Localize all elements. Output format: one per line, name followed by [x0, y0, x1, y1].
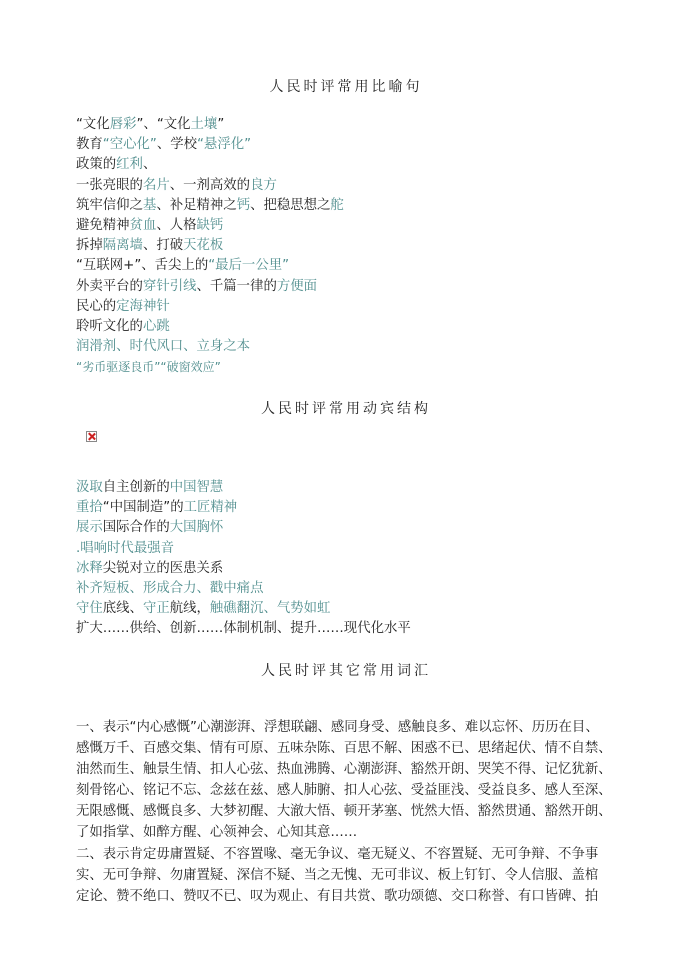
phrase-line: [76, 176, 676, 196]
phrase-line: [76, 317, 676, 337]
phrase-text: “文化: [76, 117, 110, 132]
phrase-text: “互联网+”、舌尖上的: [76, 258, 209, 274]
highlighted-phrase: 展示: [76, 520, 103, 536]
highlighted-phrase: 缺钙: [196, 217, 224, 233]
highlighted-phrase: 土壤: [190, 117, 218, 132]
paragraph-line: 一、表示“内心感慨”心潮澎湃、浮想联翩、感同身受、感触良多、难以忘怀、历历在目、: [76, 720, 599, 735]
highlighted-phrase: “悬浮化”: [197, 137, 252, 153]
highlighted-phrase: “劣币驱逐良币”“破窗效应”: [76, 360, 221, 375]
highlighted-phrase: 润滑剂、时代风口、立身之本: [76, 339, 251, 355]
highlighted-phrase: 重拾: [76, 500, 103, 516]
paragraph-line: 定论、赞不绝口、赞叹不已、叹为观止、有目共赏、歌功颂德、交口称誉、有口皆碑、拍: [76, 888, 599, 904]
highlighted-phrase: .唱响时代最强音: [76, 540, 174, 556]
paragraph-line: 油然而生、触景生情、扣人心弦、热血沸腾、心潮澎湃、豁然开朗、哭笑不得、记忆犹新、: [76, 762, 612, 778]
phrase-text: ”: [217, 117, 225, 132]
highlighted-phrase: 汲取: [76, 480, 103, 495]
highlighted-phrase: 唇彩: [109, 117, 137, 132]
phrase-text: 国际合作的: [102, 520, 170, 536]
highlighted-phrase: 中国智慧: [169, 480, 224, 495]
highlighted-phrase: 隔离墙: [102, 238, 143, 254]
phrase-line: [76, 619, 676, 639]
phrase-text: 政策的: [76, 157, 117, 173]
phrase-line: [76, 277, 676, 297]
phrase-line: [76, 155, 676, 175]
phrase-text: 民心的: [76, 298, 117, 314]
phrase-line: [76, 135, 676, 155]
highlighted-phrase: 名片: [142, 177, 170, 193]
phrase-line: [76, 498, 676, 518]
highlighted-phrase: 大国胸怀: [169, 520, 224, 536]
phrase-text: 、学校: [156, 137, 197, 153]
highlighted-phrase: 工匠精神: [183, 500, 238, 516]
phrase-text: 自主创新的: [102, 480, 170, 495]
phrase-text: 教育: [76, 137, 103, 153]
phrase-text: 底线、: [102, 601, 143, 617]
highlighted-phrase: 定海神针: [116, 298, 170, 314]
highlighted-phrase: 冰释: [76, 560, 103, 576]
broken-image-icon: [86, 431, 97, 442]
highlighted-phrase: 基: [142, 197, 157, 213]
metaphor-list: [76, 115, 676, 377]
phrase-text: 筑牢信仰之: [76, 197, 143, 213]
verb-object-list: [76, 478, 676, 640]
phrase-line: [76, 518, 676, 538]
highlighted-phrase: 钙: [236, 197, 251, 213]
phrase-line: [76, 478, 676, 498]
highlighted-phrase: 穿针引线: [142, 278, 197, 294]
phrase-line: [76, 559, 676, 579]
highlighted-phrase: 贫血: [129, 217, 157, 233]
paragraph-line: 二、表示肯定毋庸置疑、不容置喙、毫无争议、毫无疑义、不容置疑、无可争辩、不争事: [76, 846, 599, 862]
phrase-line: [76, 115, 676, 135]
phrase-line: [76, 236, 676, 256]
phrase-line: [76, 297, 676, 317]
highlighted-phrase: “最后一公里”: [208, 258, 290, 274]
phrase-line: [76, 579, 676, 599]
phrase-line: [76, 256, 676, 276]
phrase-line: [76, 539, 676, 559]
paragraph-line: 刻骨铭心、铭记不忘、念兹在兹、感人肺腑、扣人心弦、受益匪浅、受益良多、感人至深、: [76, 783, 612, 799]
heading-metaphors: 人民时评常用比喻句: [269, 79, 423, 95]
highlighted-phrase: 方便面: [276, 278, 318, 294]
phrase-line: [76, 337, 676, 357]
phrase-text: 聆听文化的: [76, 318, 143, 334]
phrase-text: 扩大……供给、创新……体制机制、提升……现代化水平: [76, 621, 411, 637]
phrase-text: ”、“文化: [136, 117, 191, 132]
highlighted-phrase: “空心化”: [102, 137, 157, 153]
phrase-text: 、补足精神之: [156, 197, 237, 213]
phrase-text: 一张亮眼的: [76, 177, 143, 193]
phrase-text: 、千篇一律的: [196, 278, 277, 294]
highlighted-phrase: 舵: [330, 197, 344, 213]
phrase-text: 、人格: [156, 217, 197, 233]
phrase-line: [76, 357, 676, 377]
paragraph-line: 感慨万千、百感交集、情有可原、五味杂陈、百思不解、困惑不已、思绪起伏、情不自禁、: [76, 741, 612, 757]
highlighted-phrase: 守住: [76, 601, 103, 617]
phrase-text: 、一剂高效的: [169, 177, 251, 193]
highlighted-phrase: 心跳: [142, 318, 170, 334]
phrase-text: 避免精神: [76, 217, 130, 233]
phrase-line: [76, 196, 676, 216]
phrase-text: 外卖平台的: [76, 278, 143, 294]
phrase-line: [76, 599, 676, 619]
highlighted-phrase: 守正: [142, 601, 170, 617]
highlighted-phrase: 红利: [116, 157, 143, 173]
phrase-text: 、把稳思想之: [250, 197, 331, 213]
phrase-text: 拆掉: [76, 238, 103, 254]
phrase-text: 、打破: [142, 238, 184, 254]
highlighted-phrase: 补齐短板、形成合力、戳中痛点: [76, 580, 264, 596]
phrase-text: 、: [142, 157, 157, 173]
paragraph-line: 无限感慨、感慨良多、大梦初醒、大澈大悟、顿开茅塞、恍然大悟、豁然贯通、豁然开朗、: [76, 804, 612, 820]
highlighted-phrase: 触礁翻沉、气势如虹: [209, 601, 331, 617]
heading-verb-object: 人民时评常用动宾结构: [261, 401, 431, 417]
paragraph-line: 实、无可争辩、勿庸置疑、深信不疑、当之无愧、无可非议、板上钉钉、令人信服、盖棺: [76, 867, 599, 883]
heading-other-vocab: 人民时评其它常用词汇: [261, 663, 431, 679]
highlighted-phrase: 良方: [250, 177, 277, 193]
paragraph-line: 了如指掌、如醉方醒、心领神会、心知其意……: [76, 825, 358, 841]
phrase-text: 尖锐对立的医患关系: [102, 560, 224, 576]
phrase-text: 航线，: [169, 601, 210, 617]
vocab-paragraph: [76, 717, 616, 907]
phrase-text: “中国制造”的: [102, 500, 184, 516]
phrase-line: [76, 216, 676, 236]
highlighted-phrase: 天花板: [183, 238, 224, 254]
